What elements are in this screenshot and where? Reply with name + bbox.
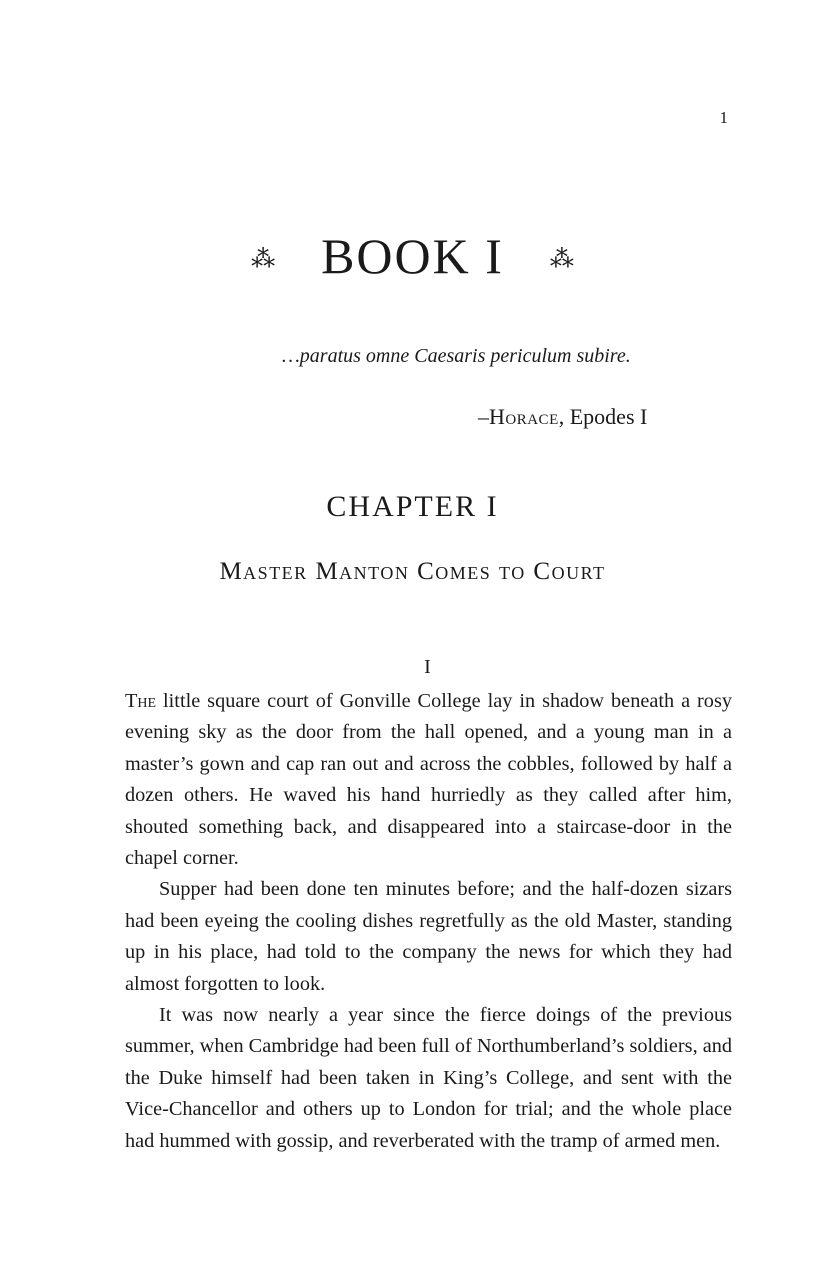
epigraph-attribution (478, 401, 647, 433)
ornament-left-icon: ⁂ (251, 247, 276, 273)
paragraph-2: Supper had been done ten minutes before; and the half-dozen sizars had been eyeing the cooling dishes regretfully as the old Master, standing up in his place, had told to the company the news for which they had almost forgotten to look. (125, 878, 732, 995)
chapter-title: CHAPTER I (326, 490, 499, 523)
book-title: BOOK I (321, 228, 504, 284)
ornament-right-icon: ⁂ (549, 247, 574, 273)
page-number: 1 (719, 108, 729, 127)
paragraph-lead-word: The (125, 690, 157, 712)
epigraph-quote: …paratus omne Caesaris periculum subire. (282, 345, 631, 367)
book-heading (0, 222, 825, 290)
attribution-dash: – (478, 404, 489, 429)
attribution-author: Horace (489, 404, 559, 429)
paragraph-1 (125, 686, 732, 874)
attribution-source: , Epodes I (558, 404, 648, 429)
paragraph-3: It was now nearly a year since the fierce doings of the previous summer, when Cambridge had been full of Northumberland’s soldiers, and the Duke himself had been taken in King’s College, and sent with the Vice-Chancellor and others up to London for trial; and the whole place had hummed with gossip, and reverberated with the tramp of armed men. (125, 1004, 732, 1152)
chapter-subtitle: Master Manton Comes to Court (219, 558, 606, 585)
paragraph-1-text: little square court of Gonville College lay in shadow beneath a rosy evening sky as the door from the hall opened, and a young man in a master’s gown and cap ran out and across the cobbles, followed by half a dozen others. He waved his hand hurriedly as they called after him, shouted something back, and disappeared into a staircase-door in the chapel corner. (125, 690, 732, 870)
body-text (125, 686, 732, 1157)
section-number: I (424, 656, 431, 678)
